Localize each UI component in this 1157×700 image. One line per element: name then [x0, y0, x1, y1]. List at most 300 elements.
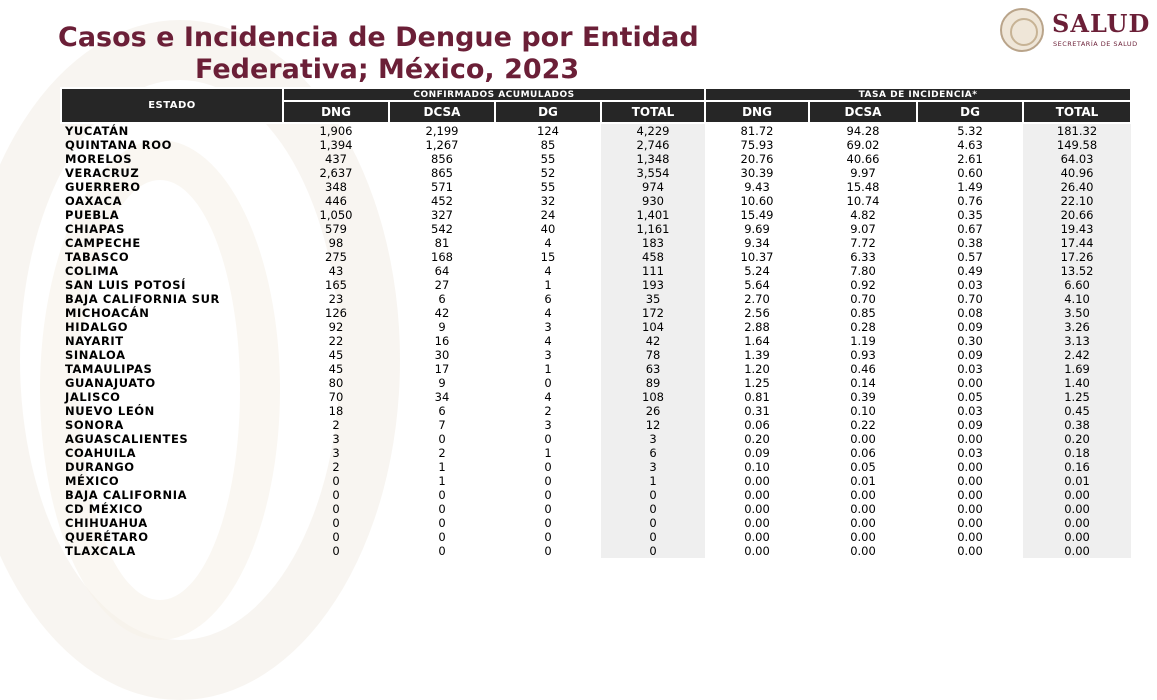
table-cell: 0: [438, 432, 446, 446]
table-cell: 0.57: [957, 250, 983, 264]
table-cell: 0.06: [850, 446, 876, 460]
table-cell: 0: [332, 544, 340, 558]
table-cell: 1.49: [957, 180, 983, 194]
table-cell: 13.52: [1023, 264, 1131, 278]
table-cell: 3,554: [601, 166, 705, 180]
table-row: [61, 194, 1131, 208]
dengue-table: [60, 87, 1130, 558]
table-cell: 15.49: [740, 208, 774, 222]
table-cell: 40.96: [1023, 166, 1131, 180]
table-cell: 2,637: [319, 166, 353, 180]
table-cell: 9: [438, 320, 446, 334]
table-cell: 0.00: [850, 544, 876, 558]
table-cell: 5.32: [957, 124, 983, 138]
table-cell: 15: [540, 250, 556, 264]
table-cell: 0.00: [957, 544, 983, 558]
table-cell: 165: [325, 278, 347, 292]
table-cell: 0: [544, 502, 552, 516]
table-cell: 0.06: [744, 418, 770, 432]
table-cell: 149.58: [1023, 138, 1131, 152]
table-row: [61, 320, 1131, 334]
table-row: [61, 278, 1131, 292]
table-cell: 0.00: [957, 376, 983, 390]
logo-subtext: SECRETARÍA DE SALUD: [1053, 40, 1138, 48]
table-cell: 1: [438, 460, 446, 474]
table-cell: 0: [601, 530, 705, 544]
table-cell: 9.34: [744, 236, 770, 250]
table-row: [61, 348, 1131, 362]
table-row: [61, 264, 1131, 278]
table-cell: 0.00: [1023, 488, 1131, 502]
table-cell: 24: [540, 208, 556, 222]
table-cell: 1.20: [744, 362, 770, 376]
table-cell: 27: [434, 278, 450, 292]
table-cell: 172: [601, 306, 705, 320]
table-cell: 930: [601, 194, 705, 208]
state-name: CAMPECHE: [65, 236, 141, 250]
state-name: PUEBLA: [65, 208, 120, 222]
state-name: AGUASCALIENTES: [65, 432, 189, 446]
table-cell: 0.14: [850, 376, 876, 390]
table-cell: 0: [438, 502, 446, 516]
table-cell: 0.00: [1023, 544, 1131, 558]
table-cell: 0.00: [850, 516, 876, 530]
table-cell: 17.26: [1023, 250, 1131, 264]
table-cell: 0.01: [1023, 474, 1131, 488]
table-cell: 1.64: [744, 334, 770, 348]
table-row: [61, 152, 1131, 166]
table-cell: 974: [601, 180, 705, 194]
table-cell: 35: [601, 292, 705, 306]
state-name: TAMAULIPAS: [65, 362, 153, 376]
state-name: DURANGO: [65, 460, 135, 474]
table-cell: 0: [544, 488, 552, 502]
table-cell: 1,394: [319, 138, 353, 152]
state-name: TABASCO: [65, 250, 130, 264]
page-title: [58, 22, 758, 86]
table-cell: 181.32: [1023, 123, 1131, 138]
table-cell: 6: [438, 292, 446, 306]
table-cell: 34: [434, 390, 450, 404]
table-cell: 0.01: [850, 474, 876, 488]
table-cell: 0.09: [957, 348, 983, 362]
table-cell: 1.25: [1023, 390, 1131, 404]
table-cell: 7.80: [850, 264, 876, 278]
table-cell: 10.37: [740, 250, 774, 264]
state-name: GUERRERO: [65, 180, 141, 194]
table-cell: 64: [434, 264, 450, 278]
table-cell: 20.76: [740, 152, 774, 166]
estado-header: ESTADO: [61, 88, 283, 123]
table-cell: 3: [544, 418, 552, 432]
table-cell: 2: [332, 460, 340, 474]
table-row: [61, 446, 1131, 460]
table-cell: 0.70: [957, 292, 983, 306]
table-cell: 0.81: [744, 390, 770, 404]
table-cell: 0.00: [850, 488, 876, 502]
table-cell: 0.05: [850, 460, 876, 474]
table-cell: 0: [544, 516, 552, 530]
table-cell: 0.28: [850, 320, 876, 334]
state-name: TLAXCALA: [65, 544, 136, 558]
table-cell: 0.00: [1023, 530, 1131, 544]
table-cell: 0.00: [850, 530, 876, 544]
table-cell: 0.00: [957, 530, 983, 544]
table-cell: 2,746: [601, 138, 705, 152]
table-cell: 0.31: [744, 404, 770, 418]
state-name: CHIHUAHUA: [65, 516, 148, 530]
table-row: [61, 418, 1131, 432]
table-cell: 0.00: [1023, 516, 1131, 530]
table-cell: 0: [544, 460, 552, 474]
table-cell: 571: [431, 180, 453, 194]
table-cell: 22.10: [1023, 194, 1131, 208]
table-cell: 6: [544, 292, 552, 306]
table-cell: 1: [601, 474, 705, 488]
table-cell: 30: [434, 348, 450, 362]
table-cell: 1,906: [319, 124, 353, 138]
table-row: [61, 362, 1131, 376]
table-cell: 0.05: [957, 390, 983, 404]
state-name: JALISCO: [65, 390, 121, 404]
table-cell: 85: [540, 138, 556, 152]
table-cell: 3.50: [1023, 306, 1131, 320]
table-cell: 111: [601, 264, 705, 278]
table-cell: 0.20: [744, 432, 770, 446]
table-cell: 9.69: [744, 222, 770, 236]
table-cell: 0.30: [957, 334, 983, 348]
table-cell: 0.03: [957, 278, 983, 292]
table-cell: 0.00: [744, 488, 770, 502]
table-cell: 2,199: [425, 124, 459, 138]
table-cell: 3: [544, 348, 552, 362]
state-name: OAXACA: [65, 194, 123, 208]
table-cell: 32: [540, 194, 556, 208]
table-cell: 19.43: [1023, 222, 1131, 236]
table-cell: 40.66: [846, 152, 880, 166]
table-cell: 6: [438, 404, 446, 418]
table-cell: 4: [544, 236, 552, 250]
table-row: [61, 488, 1131, 502]
table-cell: 0: [438, 516, 446, 530]
table-cell: 2: [332, 418, 340, 432]
table-cell: 0.00: [957, 474, 983, 488]
table-cell: 1.40: [1023, 376, 1131, 390]
table-cell: 0: [544, 376, 552, 390]
table-row: [61, 502, 1131, 516]
table-cell: 108: [601, 390, 705, 404]
table-cell: 0: [544, 530, 552, 544]
state-name: QUINTANA ROO: [65, 138, 173, 152]
table-row: [61, 376, 1131, 390]
table-cell: 0.00: [744, 502, 770, 516]
table-cell: 1,161: [601, 222, 705, 236]
table-cell: 43: [328, 264, 344, 278]
table-cell: 0.39: [850, 390, 876, 404]
table-row: [61, 292, 1131, 306]
state-name: BAJA CALIFORNIA SUR: [65, 292, 220, 306]
table-cell: 124: [537, 124, 559, 138]
column-header: DG: [917, 101, 1023, 123]
table-cell: 2: [438, 446, 446, 460]
table-cell: 7.72: [850, 236, 876, 250]
table-cell: 0.00: [957, 502, 983, 516]
title-line-2: Federativa; México, 2023: [195, 54, 580, 85]
table-cell: 0.22: [850, 418, 876, 432]
table-row: [61, 250, 1131, 264]
table-row: [61, 404, 1131, 418]
table-cell: 542: [431, 222, 453, 236]
table-cell: 26.40: [1023, 180, 1131, 194]
table-cell: 0.00: [957, 516, 983, 530]
table-cell: 26: [601, 404, 705, 418]
state-name: QUERÉTARO: [65, 530, 149, 544]
table-cell: 6.60: [1023, 278, 1131, 292]
table-cell: 9.43: [744, 180, 770, 194]
salud-logo: [1000, 6, 1150, 58]
state-name: SONORA: [65, 418, 124, 432]
table-cell: 0: [601, 488, 705, 502]
table-cell: 0.00: [850, 432, 876, 446]
table-cell: 0.10: [744, 460, 770, 474]
table-cell: 1.69: [1023, 362, 1131, 376]
table-cell: 126: [325, 306, 347, 320]
table-cell: 52: [540, 166, 556, 180]
table-cell: 0.00: [1023, 502, 1131, 516]
state-name: SAN LUIS POTOSÍ: [65, 278, 187, 292]
table-cell: 1,050: [319, 208, 353, 222]
state-name: SINALOA: [65, 348, 126, 362]
table-cell: 69.02: [846, 138, 880, 152]
table-cell: 348: [325, 180, 347, 194]
table-cell: 0.10: [850, 404, 876, 418]
table-cell: 452: [431, 194, 453, 208]
table-cell: 0.35: [957, 208, 983, 222]
table-cell: 0.92: [850, 278, 876, 292]
table-row: [61, 180, 1131, 194]
table-cell: 0: [438, 544, 446, 558]
table-cell: 10.60: [740, 194, 774, 208]
table-cell: 63: [601, 362, 705, 376]
table-row: [61, 222, 1131, 236]
table-cell: 0.20: [1023, 432, 1131, 446]
table-cell: 22: [328, 334, 344, 348]
table-cell: 3: [601, 460, 705, 474]
table-cell: 3: [544, 320, 552, 334]
table-cell: 0.46: [850, 362, 876, 376]
table-cell: 0: [438, 530, 446, 544]
table-cell: 98: [328, 236, 344, 250]
table-cell: 437: [325, 152, 347, 166]
table-cell: 5.64: [744, 278, 770, 292]
column-header: DNG: [705, 101, 809, 123]
table-cell: 0.85: [850, 306, 876, 320]
column-header: DCSA: [389, 101, 495, 123]
table-cell: 15.48: [846, 180, 880, 194]
table-row: [61, 516, 1131, 530]
table-row: [61, 236, 1131, 250]
table-cell: 4: [544, 334, 552, 348]
state-name: BAJA CALIFORNIA: [65, 488, 188, 502]
table-cell: 0: [601, 516, 705, 530]
state-name: CHIAPAS: [65, 222, 125, 236]
table-cell: 0.00: [957, 488, 983, 502]
table-cell: 0.45: [1023, 404, 1131, 418]
table-cell: 2.70: [744, 292, 770, 306]
state-name: HIDALGO: [65, 320, 129, 334]
table-row: [61, 460, 1131, 474]
table-cell: 1.25: [744, 376, 770, 390]
state-name: VERACRUZ: [65, 166, 140, 180]
table-cell: 42: [601, 334, 705, 348]
table-cell: 0: [332, 474, 340, 488]
table-cell: 3: [332, 432, 340, 446]
table-cell: 0.76: [957, 194, 983, 208]
table-row: [61, 208, 1131, 222]
table-cell: 1.19: [850, 334, 876, 348]
table-cell: 0.00: [744, 544, 770, 558]
table-row: [61, 334, 1131, 348]
table-row: [61, 530, 1131, 544]
table-cell: 17.44: [1023, 236, 1131, 250]
confirmados-group-header: CONFIRMADOS ACUMULADOS: [283, 88, 705, 101]
table-cell: 0.09: [957, 418, 983, 432]
table-cell: 1: [544, 362, 552, 376]
table-cell: 0: [438, 488, 446, 502]
table-cell: 0: [544, 544, 552, 558]
column-header: TOTAL: [1023, 101, 1131, 123]
state-name: MORELOS: [65, 152, 133, 166]
table-cell: 7: [438, 418, 446, 432]
table-cell: 0.70: [850, 292, 876, 306]
table-cell: 0.49: [957, 264, 983, 278]
table-cell: 1.39: [744, 348, 770, 362]
table-cell: 5.24: [744, 264, 770, 278]
state-name: NUEVO LEÓN: [65, 404, 155, 418]
state-name: NAYARIT: [65, 334, 124, 348]
table-cell: 89: [601, 376, 705, 390]
table-cell: 6: [601, 446, 705, 460]
table-cell: 1,348: [601, 152, 705, 166]
logo-text: SALUD: [1052, 9, 1151, 38]
column-header: DCSA: [809, 101, 917, 123]
table-cell: 45: [328, 348, 344, 362]
table-row: [61, 306, 1131, 320]
table-cell: 0.08: [957, 306, 983, 320]
column-header: DG: [495, 101, 601, 123]
table-cell: 0: [332, 488, 340, 502]
table-cell: 0.03: [957, 404, 983, 418]
table-cell: 40: [540, 222, 556, 236]
table-cell: 0: [544, 432, 552, 446]
table-cell: 0.00: [744, 516, 770, 530]
state-name: COAHUILA: [65, 446, 137, 460]
table-row: [61, 390, 1131, 404]
table-cell: 70: [328, 390, 344, 404]
table-cell: 23: [328, 292, 344, 306]
table-cell: 3.26: [1023, 320, 1131, 334]
table-cell: 0.00: [744, 474, 770, 488]
table-cell: 4: [544, 390, 552, 404]
table-cell: 55: [540, 180, 556, 194]
table-cell: 9: [438, 376, 446, 390]
table-cell: 9.97: [850, 166, 876, 180]
table-cell: 0.03: [957, 362, 983, 376]
state-name: MÉXICO: [65, 474, 120, 488]
table-cell: 17: [434, 362, 450, 376]
table-row: [61, 544, 1131, 558]
table-cell: 4,229: [601, 123, 705, 138]
table-cell: 865: [431, 166, 453, 180]
table-cell: 3.13: [1023, 334, 1131, 348]
table-cell: 9.07: [850, 222, 876, 236]
table-cell: 0.03: [957, 446, 983, 460]
table-cell: 64.03: [1023, 152, 1131, 166]
table-cell: 81.72: [740, 124, 774, 138]
table-cell: 0.38: [957, 236, 983, 250]
tasa-group-header: TASA DE INCIDENCIA*: [705, 88, 1131, 101]
table-cell: 78: [601, 348, 705, 362]
table-cell: 6.33: [850, 250, 876, 264]
table-cell: 193: [601, 278, 705, 292]
table-cell: 18: [328, 404, 344, 418]
table-cell: 2.42: [1023, 348, 1131, 362]
table-cell: 0: [332, 502, 340, 516]
table-cell: 92: [328, 320, 344, 334]
table-cell: 0.67: [957, 222, 983, 236]
table-cell: 55: [540, 152, 556, 166]
table-cell: 4.63: [957, 138, 983, 152]
table-cell: 1: [438, 474, 446, 488]
table-cell: 0: [544, 474, 552, 488]
table-cell: 0.09: [744, 446, 770, 460]
table-cell: 0.18: [1023, 446, 1131, 460]
table-cell: 16: [434, 334, 450, 348]
table-cell: 168: [431, 250, 453, 264]
column-header: DNG: [283, 101, 389, 123]
table-cell: 2.56: [744, 306, 770, 320]
table-cell: 0: [601, 502, 705, 516]
government-seal-icon: [1000, 8, 1044, 52]
table-cell: 75.93: [740, 138, 774, 152]
table-cell: 0.60: [957, 166, 983, 180]
table-cell: 0.00: [957, 460, 983, 474]
state-name: GUANAJUATO: [65, 376, 156, 390]
table-cell: 4: [544, 306, 552, 320]
table-cell: 45: [328, 362, 344, 376]
table-cell: 4.10: [1023, 292, 1131, 306]
table-cell: 183: [601, 236, 705, 250]
table-cell: 1,267: [425, 138, 459, 152]
table-cell: 0.00: [744, 530, 770, 544]
table-cell: 0: [332, 516, 340, 530]
table-cell: 856: [431, 152, 453, 166]
table-cell: 80: [328, 376, 344, 390]
table-cell: 30.39: [740, 166, 774, 180]
table-cell: 0: [332, 530, 340, 544]
table-cell: 0: [601, 544, 705, 558]
table-cell: 3: [332, 446, 340, 460]
table-cell: 275: [325, 250, 347, 264]
table-row: [61, 138, 1131, 152]
table-cell: 458: [601, 250, 705, 264]
table-row: [61, 474, 1131, 488]
table-cell: 2.61: [957, 152, 983, 166]
table-cell: 3: [601, 432, 705, 446]
table-cell: 1,401: [601, 208, 705, 222]
table-cell: 0.00: [850, 502, 876, 516]
table-body: [61, 123, 1131, 558]
